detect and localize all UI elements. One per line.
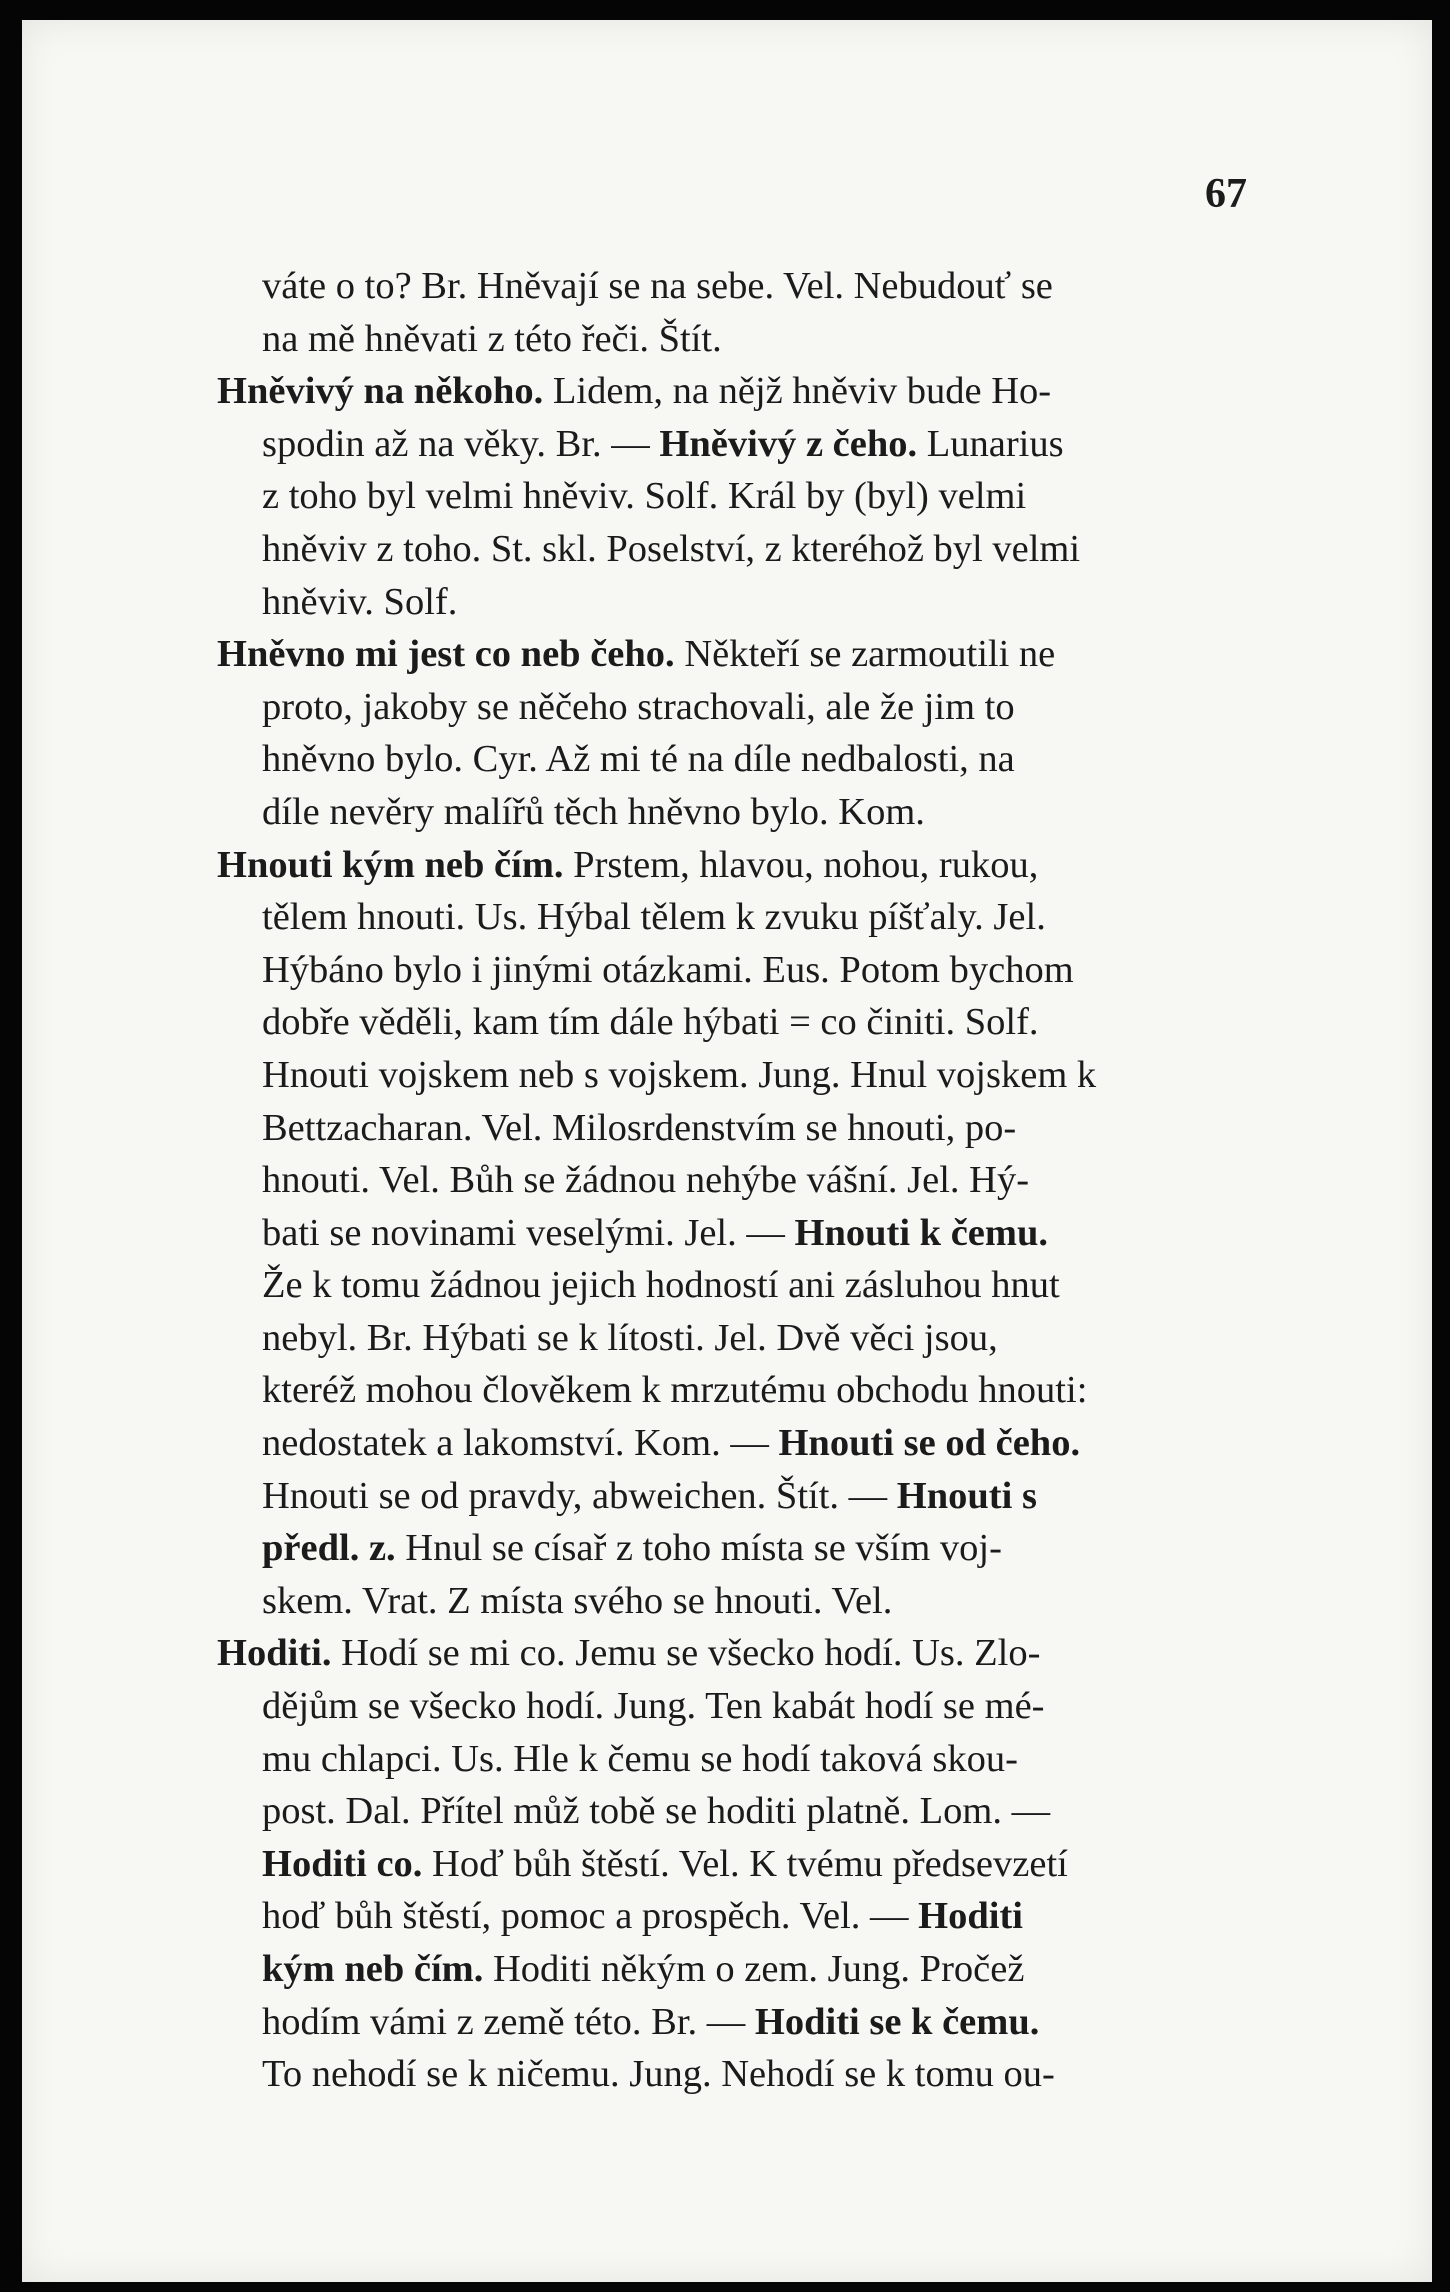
- text-line: [217, 2048, 1267, 2101]
- headword: Hnouti k čemu.: [794, 1211, 1048, 1254]
- text-line: [217, 1259, 1267, 1312]
- text-line: [217, 1102, 1267, 1155]
- text-line: [217, 1680, 1267, 1733]
- text-line: [217, 470, 1267, 523]
- text-line: [217, 1049, 1267, 1102]
- text-segment: Hnouti vojskem neb s vojskem. Jung. Hnul vojskem k: [262, 1053, 1097, 1096]
- text-segment: Bettzacharan. Vel. Milosrdenstvím se hnouti, po-: [262, 1106, 1017, 1149]
- headword: Hoditi co.: [262, 1842, 423, 1885]
- text-segment: Že k tomu žádnou jejich hodností ani zásluhou hnut: [262, 1264, 1060, 1307]
- text-segment: Hodí se mi co. Jemu se všecko hodí. Us. Zlo-: [331, 1632, 1041, 1675]
- text-segment: Hnouti se od pravdy, abweichen. Štít. —: [262, 1474, 897, 1517]
- headword: Hněvivý na někoho.: [217, 370, 544, 413]
- text-line: [217, 1312, 1267, 1365]
- text-line: [217, 1417, 1267, 1470]
- dictionary-text: [217, 260, 1267, 2101]
- text-segment: Hýbáno bylo i jinými otázkami. Eus. Potom bychom: [262, 948, 1074, 991]
- text-segment: díle nevěry malířů těch hněvno bylo. Kom.: [262, 790, 925, 833]
- text-line: [217, 313, 1267, 366]
- text-line: [217, 1890, 1267, 1943]
- text-line: [217, 1627, 1267, 1680]
- text-line: [217, 1785, 1267, 1838]
- text-line: [217, 1838, 1267, 1891]
- text-segment: váte o to? Br. Hněvají se na sebe. Vel. Nebudouť se: [262, 265, 1053, 307]
- text-line: [217, 576, 1267, 629]
- text-line: [217, 365, 1267, 418]
- text-segment: tělem hnouti. Us. Hýbal tělem k zvuku píšťaly. Jel.: [262, 896, 1046, 939]
- headword: Hněvivý z čeho.: [659, 422, 918, 465]
- book-page: [22, 20, 1432, 2282]
- text-line: [217, 1207, 1267, 1260]
- text-segment: nedostatek a lakomství. Kom. —: [262, 1422, 779, 1465]
- text-line: [217, 996, 1267, 1049]
- text-segment: To nehodí se k ničemu. Jung. Nehodí se k tomu ou-: [262, 2053, 1055, 2096]
- text-segment: spodin až na věky. Br. —: [262, 422, 660, 465]
- text-segment: hněviv. Solf.: [262, 580, 458, 623]
- text-line: [217, 1470, 1267, 1523]
- text-segment: Lidem, na nějž hněviv bude Ho-: [543, 370, 1052, 413]
- text-segment: hněviv z toho. St. skl. Poselství, z kteréhož byl velmi: [262, 527, 1081, 570]
- headword: Hnouti se od čeho.: [778, 1422, 1081, 1465]
- text-segment: Hoditi někým o zem. Jung. Pročež: [483, 1948, 1025, 1990]
- text-segment: hněvno bylo. Cyr. Až mi té na díle nedbalosti, na: [262, 738, 1015, 781]
- text-segment: Lunarius: [917, 422, 1064, 465]
- text-line: [217, 418, 1267, 471]
- text-segment: kteréž mohou člověkem k mrzutému obchodu hnouti:: [262, 1369, 1088, 1412]
- text-line: [217, 523, 1267, 576]
- text-segment: hoď bůh štěstí, pomoc a prospěch. Vel. —: [262, 1895, 919, 1938]
- text-segment: mu chlapci. Us. Hle k čemu se hodí taková skou-: [262, 1737, 1018, 1780]
- text-line: [217, 1733, 1267, 1786]
- text-segment: bati se novinami veselými. Jel. —: [262, 1211, 795, 1254]
- text-segment: na mě hněvati z této řeči. Štít.: [262, 317, 722, 360]
- headword: kým neb čím.: [262, 1948, 484, 1990]
- text-line: [217, 681, 1267, 734]
- headword: Hoditi se k čemu.: [754, 2000, 1040, 2043]
- headword: Hnouti s: [896, 1474, 1037, 1517]
- text-line: [217, 944, 1267, 997]
- text-segment: hnouti. Vel. Bůh se žádnou nehýbe vášní. Jel. Hý-: [262, 1159, 1030, 1202]
- headword: Hoditi: [918, 1895, 1023, 1938]
- text-segment: proto, jakoby se něčeho strachovali, ale že jim to: [262, 685, 1015, 728]
- text-line: [217, 1575, 1267, 1628]
- text-line: [217, 1996, 1267, 2049]
- text-line: [217, 628, 1267, 681]
- text-segment: nebyl. Br. Hýbati se k lítosti. Jel. Dvě věci jsou,: [262, 1316, 998, 1359]
- text-segment: post. Dal. Přítel můž tobě se hoditi platně. Lom. —: [262, 1790, 1051, 1833]
- text-segment: Prstem, hlavou, nohou, rukou,: [563, 843, 1039, 886]
- text-line: [217, 1154, 1267, 1207]
- headword: Hněvno mi jest co neb čeho.: [217, 633, 675, 676]
- text-line: [217, 1943, 1267, 1996]
- text-segment: dějům se všecko hodí. Jung. Ten kabát hodí se mé-: [262, 1685, 1045, 1728]
- text-segment: skem. Vrat. Z místa svého se hnouti. Vel.: [262, 1579, 893, 1622]
- text-line: [217, 839, 1267, 892]
- text-segment: z toho byl velmi hněviv. Solf. Král by (byl) velmi: [262, 475, 1027, 518]
- text-line: [217, 1364, 1267, 1417]
- text-line: [217, 260, 1267, 313]
- headword: Hnouti kým neb čím.: [217, 843, 564, 886]
- text-segment: dobře věděli, kam tím dále hýbati = co činiti. Solf.: [262, 1001, 1039, 1044]
- text-segment: Hoď bůh štěstí. Vel. K tvému předsevzetí: [422, 1842, 1068, 1885]
- text-line: [217, 733, 1267, 786]
- text-line: [217, 1522, 1267, 1575]
- headword: Hoditi.: [217, 1632, 332, 1675]
- headword: předl. z.: [262, 1527, 396, 1570]
- text-segment: Někteří se zarmoutili ne: [674, 633, 1056, 676]
- page-number: 67: [1205, 171, 1247, 217]
- text-segment: Hnul se císař z toho místa se vším voj-: [395, 1527, 1002, 1570]
- text-segment: hodím vámi z země této. Br. —: [262, 2000, 755, 2043]
- text-line: [217, 786, 1267, 839]
- text-line: [217, 891, 1267, 944]
